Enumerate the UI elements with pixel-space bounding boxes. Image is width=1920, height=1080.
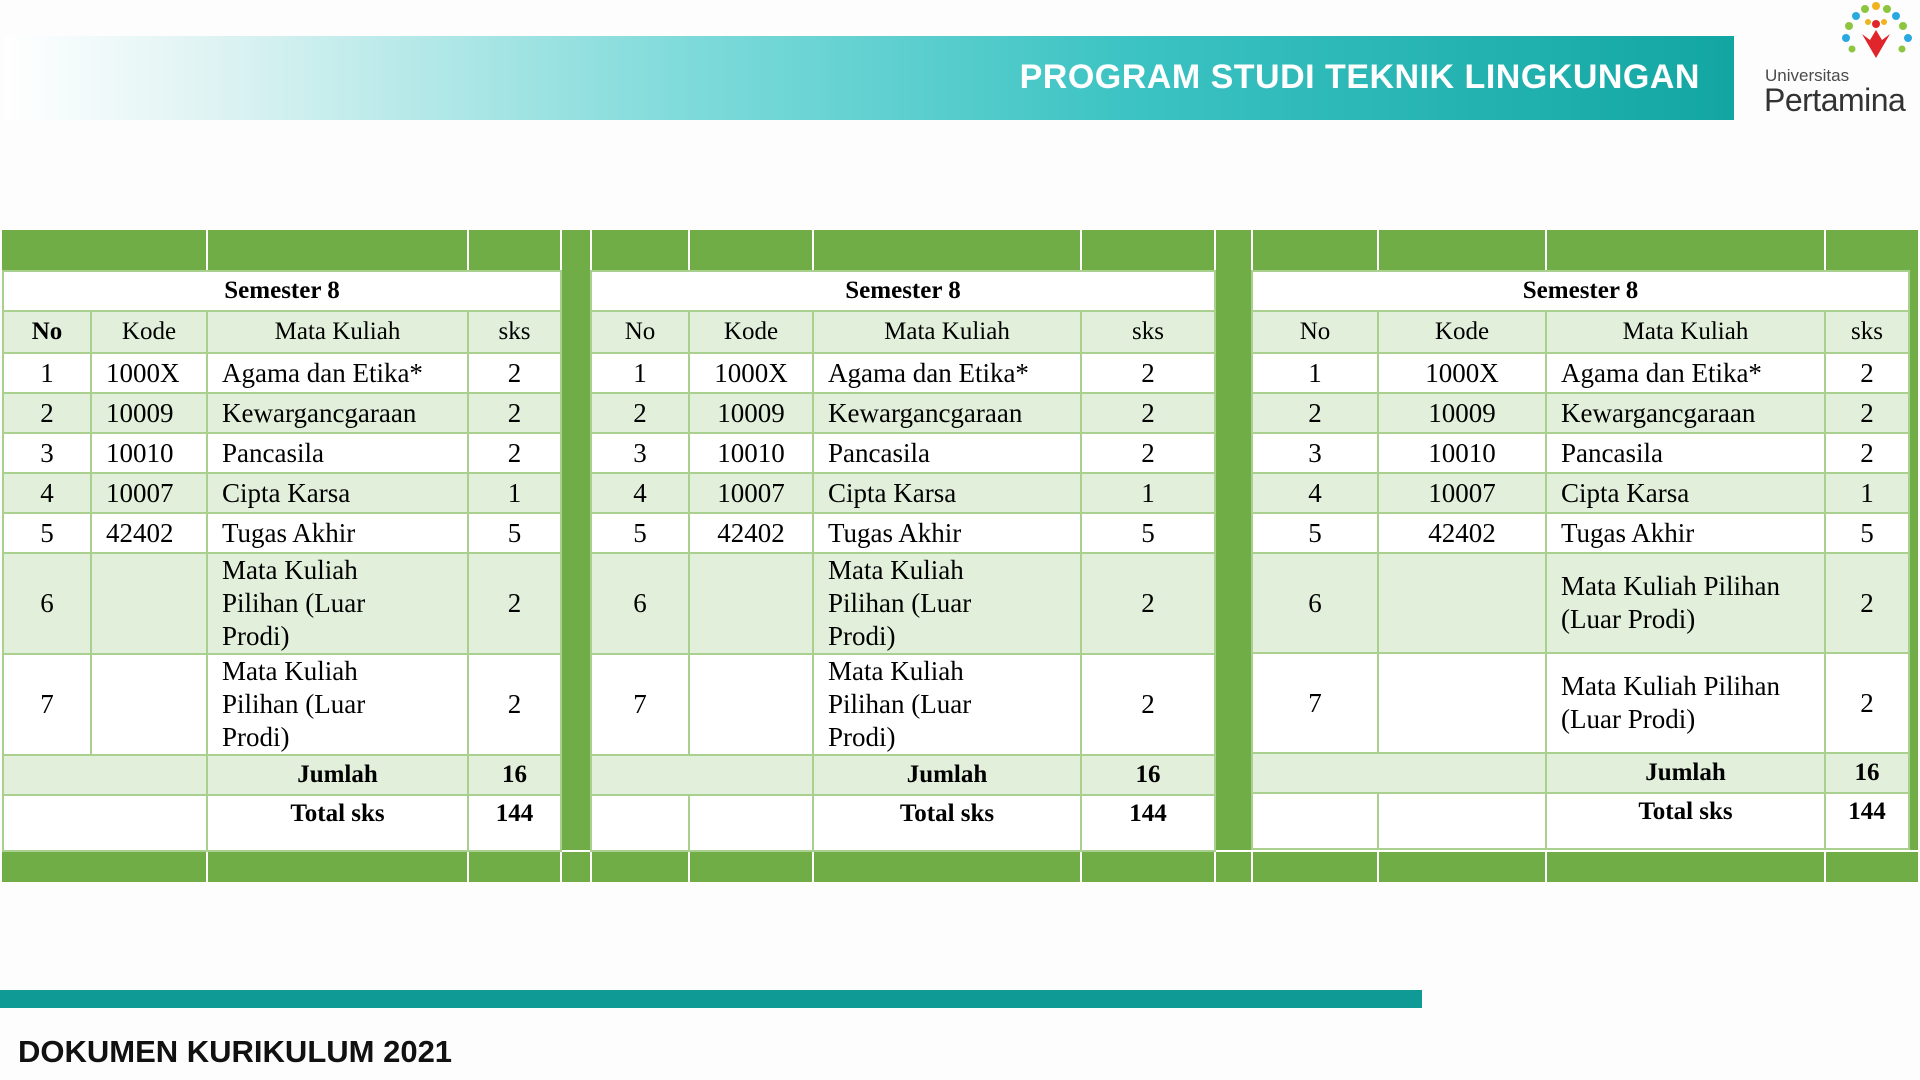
cell-mata-kuliah: Tugas Akhir [813, 513, 1081, 553]
cell-no: 6 [591, 553, 689, 654]
table-bottom-band [2, 850, 1918, 882]
table-row [1252, 353, 1909, 393]
jumlah-label: Jumlah [813, 755, 1081, 795]
cell-mata-kuliah: Mata Kuliah Pilihan (Luar Prodi) [1546, 553, 1825, 653]
cell-kode [689, 553, 813, 654]
total-row [3, 795, 561, 851]
cell-kode: 10007 [689, 473, 813, 513]
table-row [1252, 553, 1909, 653]
cell-no: 1 [591, 353, 689, 393]
curriculum-tables [2, 230, 1918, 882]
col-header-kode: Kode [91, 311, 207, 353]
cell-no: 3 [3, 433, 91, 473]
col-header-kode: Kode [1378, 311, 1546, 353]
table-row [1252, 433, 1909, 473]
cell-no: 3 [1252, 433, 1378, 473]
cell-sks: 1 [468, 473, 561, 513]
total-label: Total sks [1546, 793, 1825, 849]
cell-no: 2 [591, 393, 689, 433]
table-row [3, 513, 561, 553]
footer-title: DOKUMEN KURIKULUM 2021 [18, 1034, 453, 1069]
col-header-no: No [3, 311, 91, 353]
table-top-band [2, 230, 1908, 270]
cell-mata-kuliah: Tugas Akhir [207, 513, 468, 553]
table-row [591, 473, 1215, 513]
logo-text-universitas: Universitas [1765, 66, 1850, 85]
cell-no: 2 [3, 393, 91, 433]
cell-kode: 1000X [91, 353, 207, 393]
cell-sks: 2 [1081, 393, 1215, 433]
cell-sks: 2 [1081, 433, 1215, 473]
table-row [591, 353, 1215, 393]
jumlah-value: 16 [1081, 755, 1215, 795]
cell-no: 3 [591, 433, 689, 473]
table-row [3, 353, 561, 393]
col-header-mata-kuliah: Mata Kuliah [207, 311, 468, 353]
jumlah-value: 16 [1825, 753, 1909, 793]
cell-kode [689, 654, 813, 755]
table-row [591, 393, 1215, 433]
cell-no: 6 [3, 553, 91, 654]
total-value: 144 [1825, 793, 1909, 849]
jumlah-row [3, 755, 561, 795]
cell-mata-kuliah: Mata Kuliah Pilihan (Luar Prodi) [207, 654, 468, 755]
cell-sks: 2 [1825, 653, 1909, 753]
cell-mata-kuliah: Agama dan Etika* [207, 353, 468, 393]
cell-mata-kuliah: Pancasila [207, 433, 468, 473]
cell-no: 4 [3, 473, 91, 513]
cell-kode: 10010 [1378, 433, 1546, 473]
cell-kode: 42402 [689, 513, 813, 553]
table-row [1252, 653, 1909, 753]
cell-kode: 10007 [1378, 473, 1546, 513]
cell-kode: 10010 [91, 433, 207, 473]
cell-kode [1378, 553, 1546, 653]
cell-sks: 2 [1081, 654, 1215, 755]
cell-kode [91, 553, 207, 654]
university-logo [1762, 0, 1920, 118]
cell-mata-kuliah: Tugas Akhir [1546, 513, 1825, 553]
semester-table-3 [1251, 270, 1910, 850]
cell-no: 4 [1252, 473, 1378, 513]
cell-sks: 2 [1825, 353, 1909, 393]
semester-title: Semester 8 [3, 271, 561, 311]
cell-sks: 2 [468, 654, 561, 755]
table-row [1252, 473, 1909, 513]
tree-logo-icon [1832, 0, 1920, 68]
cell-kode [1378, 653, 1546, 753]
total-value: 144 [1081, 795, 1215, 851]
cell-mata-kuliah: Kewargancgaraan [1546, 393, 1825, 433]
semester-title: Semester 8 [591, 271, 1215, 311]
col-header-no: No [591, 311, 689, 353]
cell-sks: 2 [468, 433, 561, 473]
cell-kode: 10007 [91, 473, 207, 513]
col-header-sks: sks [1081, 311, 1215, 353]
cell-mata-kuliah: Agama dan Etika* [813, 353, 1081, 393]
logo-text-pertamina: Pertamina [1764, 82, 1906, 118]
cell-sks: 2 [1081, 353, 1215, 393]
cell-mata-kuliah: Cipta Karsa [1546, 473, 1825, 513]
cell-sks: 5 [1825, 513, 1909, 553]
cell-kode: 1000X [1378, 353, 1546, 393]
cell-sks: 5 [1081, 513, 1215, 553]
col-header-sks: sks [468, 311, 561, 353]
cell-sks: 2 [1081, 553, 1215, 654]
cell-sks: 2 [468, 353, 561, 393]
table-row [591, 433, 1215, 473]
cell-sks: 1 [1081, 473, 1215, 513]
cell-sks: 2 [468, 393, 561, 433]
cell-kode: 1000X [689, 353, 813, 393]
col-header-sks: sks [1825, 311, 1909, 353]
col-header-mata-kuliah: Mata Kuliah [813, 311, 1081, 353]
jumlah-row [1252, 753, 1909, 793]
semester-table-2 [590, 270, 1216, 852]
total-label: Total sks [813, 795, 1081, 851]
cell-no: 7 [3, 654, 91, 755]
table-row [3, 393, 561, 433]
col-header-mata-kuliah: Mata Kuliah [1546, 311, 1825, 353]
total-row [591, 795, 1215, 851]
cell-no: 2 [1252, 393, 1378, 433]
cell-kode: 10009 [689, 393, 813, 433]
cell-sks: 2 [1825, 393, 1909, 433]
col-header-kode: Kode [689, 311, 813, 353]
jumlah-label: Jumlah [1546, 753, 1825, 793]
cell-mata-kuliah: Mata Kuliah Pilihan (Luar Prodi) [1546, 653, 1825, 753]
cell-mata-kuliah: Pancasila [1546, 433, 1825, 473]
footer-bar [0, 990, 1422, 1008]
cell-no: 5 [1252, 513, 1378, 553]
cell-no: 5 [3, 513, 91, 553]
table-row [1252, 393, 1909, 433]
cell-mata-kuliah: Kewargancgaraan [207, 393, 468, 433]
cell-mata-kuliah: Cipta Karsa [207, 473, 468, 513]
total-value: 144 [468, 795, 561, 851]
jumlah-row [591, 755, 1215, 795]
cell-mata-kuliah: Kewargancgaraan [813, 393, 1081, 433]
jumlah-value: 16 [468, 755, 561, 795]
cell-no: 5 [591, 513, 689, 553]
col-header-no: No [1252, 311, 1378, 353]
cell-no: 6 [1252, 553, 1378, 653]
cell-kode: 10009 [1378, 393, 1546, 433]
cell-sks: 2 [1825, 433, 1909, 473]
cell-no: 1 [3, 353, 91, 393]
cell-kode: 10009 [91, 393, 207, 433]
cell-mata-kuliah: Mata Kuliah Pilihan (Luar Prodi) [207, 553, 468, 654]
cell-sks: 1 [1825, 473, 1909, 513]
table-row [1252, 513, 1909, 553]
total-label: Total sks [207, 795, 468, 851]
cell-mata-kuliah: Pancasila [813, 433, 1081, 473]
cell-mata-kuliah: Mata Kuliah Pilihan (Luar Prodi) [813, 654, 1081, 755]
table-row [591, 654, 1215, 755]
table-row [3, 654, 561, 755]
cell-kode [91, 654, 207, 755]
cell-kode: 42402 [1378, 513, 1546, 553]
cell-no: 7 [1252, 653, 1378, 753]
cell-mata-kuliah: Mata Kuliah Pilihan (Luar Prodi) [813, 553, 1081, 654]
cell-mata-kuliah: Agama dan Etika* [1546, 353, 1825, 393]
cell-no: 7 [591, 654, 689, 755]
table-row [3, 553, 561, 654]
cell-mata-kuliah: Cipta Karsa [813, 473, 1081, 513]
cell-sks: 2 [468, 553, 561, 654]
cell-kode: 42402 [91, 513, 207, 553]
table-row [591, 553, 1215, 654]
table-row [3, 433, 561, 473]
cell-sks: 5 [468, 513, 561, 553]
cell-no: 4 [591, 473, 689, 513]
jumlah-label: Jumlah [207, 755, 468, 795]
semester-title: Semester 8 [1252, 271, 1909, 311]
total-row [1252, 793, 1909, 849]
cell-kode: 10010 [689, 433, 813, 473]
table-row [3, 473, 561, 513]
table-row [591, 513, 1215, 553]
semester-table-1 [2, 270, 562, 852]
cell-no: 1 [1252, 353, 1378, 393]
page-title: PROGRAM STUDI TEKNIK LINGKUNGAN [1019, 58, 1700, 96]
header-banner [4, 36, 1734, 120]
cell-sks: 2 [1825, 553, 1909, 653]
